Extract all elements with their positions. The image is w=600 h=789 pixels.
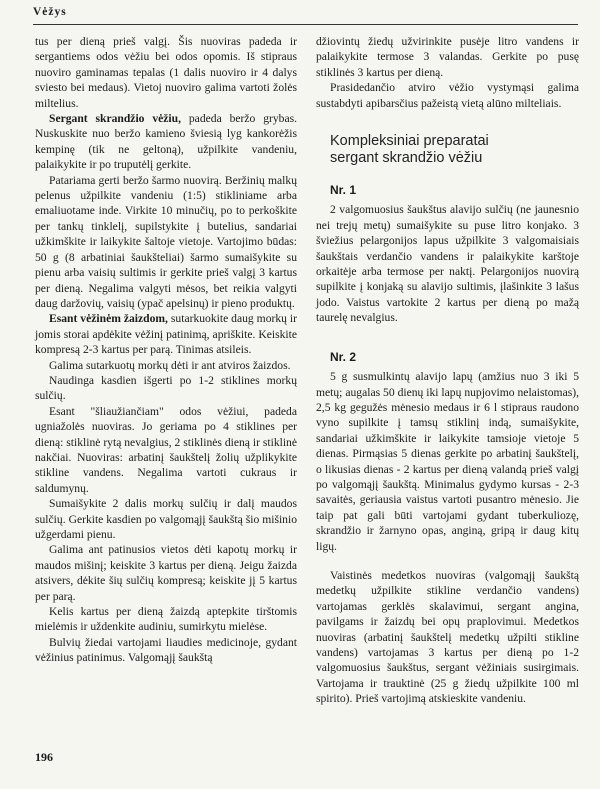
paragraph: Bulvių žiedai vartojami liaudies medicinoje, gydant vėžinius patinimus. Valgomąjį šaukštą — [35, 635, 297, 665]
paragraph: tus per dieną prieš valgį. Šis nuoviras padeda ir sergantiems odos vėžiu bei odos opomis. Iš stipraus nuoviro gaminamas tepalas (1 dalis nuoviro ir 4 dalys sviesto bei medaus). Vietoj nuoviro galima vartoti žolės miltelius. — [35, 35, 297, 110]
recipe-label: Nr. 1 — [330, 183, 357, 198]
spacer — [316, 554, 579, 568]
paragraph-lead: Sergant skrandžio vėžiu, — [49, 112, 182, 126]
paragraph: džiovintų žiedų užvirinkite pusėje litro vandens ir palaikykite termose 3 valandas. Gerkite po pusę stiklinės 3 kartus per dieną. — [316, 35, 579, 79]
section-title-line: Kompleksiniai preparatai — [330, 133, 489, 150]
spacer — [316, 326, 579, 340]
paragraph: 5 g susmulkintų alavijo lapų (amžius nuo 3 iki 5 metų; augalas 50 dienų iki lapų nupjovimo nelaistomas), 2,5 kg gegužės mėnesio medaus ir 6 l stipraus raudono vyno supilkite į tamsų stiklinį indą, sumaišykite, sandariai užkimškite ir laikykite tamsioje vietoje 5 dienas. Pirmąsias 5 dienas gerkite po arbatinį šaukštelį, o likusias dienas - 2 kartus per dieną valandą prieš valgį po valgomąjį šaukštą. Minimalus gydymo kursas - 2-3 savaitės, geriausia vaistus vartoti pusantro mėnesio. Jie taip pat gali būti vartojami gydant tuberkuliozę, skrandžio ir žarnyno opas, anginą, gripą ir daug kitų ligų. — [316, 370, 579, 553]
paragraph: Galima sutarkuotų morkų dėti ir ant atviros žaizdos. — [49, 358, 291, 372]
paragraph-body: padeda beržo grybas. Nuskuskite nuo beržo kamieno šviesią lyg kankorėžis kempinę (tik ne geltoną), užpilkite vandeniu, palaikykite ir po truputėlį gerkite. — [35, 112, 298, 172]
right-column — [316, 34, 579, 707]
paragraph: Vaistinės medetkos nuoviras (valgomąjį šaukštą medetkų užpilkite stikline verdančio vandens) vartojamas gerklės skalavimui, sergant angina, pavilgams ir žaizdų bei opų praplovimui. Medetkos nuoviras (arbatinį šaukštelį medetkų užpilti stikline vandens) vartojamas 3 kartus per dieną po 1-2 valgomuosius šaukštus, sergant vėžiniais susirgimais. Vartojama ir trauktinė (25 g žiedų užpilkite 100 ml spirito). Prieš vartojimą atskieskite vandeniu. — [316, 568, 579, 706]
paragraph: Kelis kartus per dieną žaizdą aptepkite tirštomis mielėmis ir uždenkite audiniu, sumirkytu mielėse. — [35, 605, 297, 634]
paragraph: 2 valgomuosius šaukštus alavijo sulčių (ne jaunesnio nei trejų metų) sumaišykite su puse litro konjako. 3 šviežius pelargonijos lapus užpilkite 3 valgomaisiais šaukštais verdančio vandens ir palaikykite karštoje orkaitėje arba termose per naktį. Pelargonijos nuovirą supilkite į konjaką su alavijo sultimis, įlašinkite 3 lašus jodo. Vaistus vartokite 2 kartus per dieną po mažą taurelę nevalgius. — [316, 203, 579, 325]
paragraph: Patariama gerti beržo šarmo nuovirą. Beržinių malkų pelenus užpilkite vandeniu (1:5) stikliniame arba emaliuotame inde. Virkite 10 minučių, po to perkoškite per tankų tinklelį, supilstykite į butelius, sandariai užkimškite ir laikykite šaltoje vietoje. Vartojimo būdas: 50 g (8 arbatiniai šaukšteliai) šarmo sumaišykite su pienu arba vaisių sultimis ir gerkite prieš valgį 3 kartus per dieną. Negalima valgyti mėsos, bet reikia valgyti daug daržovių, vaisių (ypač apelsinų) ir pieno produktų. — [35, 173, 297, 310]
paragraph — [35, 111, 297, 173]
recipe-label: Nr. 2 — [330, 349, 357, 364]
section-title-line: sergant skrandžio vėžiu — [330, 150, 483, 167]
paragraph: Sumaišykite 2 dalis morkų sulčių ir dalį maudos sulčių. Gerkite kasdien po valgomąjį šaukštą šio mišinio užgerdami pienu. — [35, 497, 297, 541]
header-rule — [33, 24, 578, 25]
page-number: 196 — [35, 750, 53, 764]
paragraph-lead: Esant vėžinėm žaizdom, — [49, 312, 168, 326]
paragraph: Prasidedančio atviro vėžio vystymąsi galima sustabdyti apibarsčius pažeistą vietą alūno milteliais. — [316, 81, 579, 110]
paragraph: Galima ant patinusios vietos dėti kapotų morkų ir maudos mišinį; keiskite 3 kartus per dieną. Jeigu žaizda atsivers, dėkite šių sulčių kompresą; keiskite jį 5 kartus per parą. — [35, 543, 297, 603]
paragraph-body: sutarkuokite daug morkų ir jomis storai apdėkite vėžinį patinimą, apriškite. Keiskite kompresą 2-3 kartus per parą. Tinimas atsileis. — [35, 312, 297, 357]
left-column — [35, 34, 297, 666]
paragraph — [35, 311, 297, 357]
paragraph: Esant "šliaužiančiam" odos vėžiui, padeda ugniažolės nuoviras. Jo geriama po 4 stiklines per dieną: stiklinė rytą nevalgius, 2 stiklinės dieną ir stiklinė nakčiai. Nuoviras: arbatinį šaukštelį žolių užplikykite stikline vandens. Negalima vartoti cukraus ir saldumynų. — [35, 404, 297, 495]
paragraph: Naudinga kasdien išgerti po 1-2 stiklines morkų sulčių. — [35, 373, 297, 403]
section-title — [330, 133, 579, 167]
running-header: Vėžys — [33, 6, 67, 18]
